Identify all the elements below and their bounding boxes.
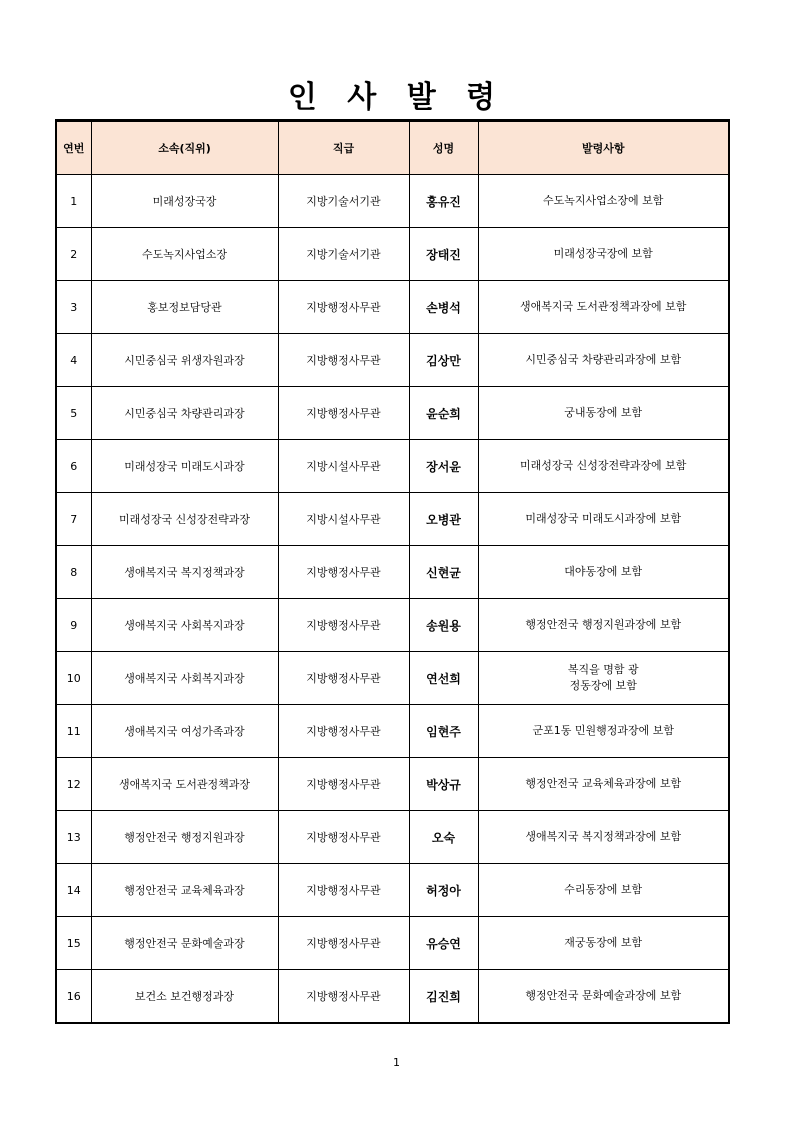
document-title: 인 사 발 령 [287, 80, 506, 115]
table-row [56, 387, 729, 440]
row-no: 12 [56, 758, 91, 811]
row-no: 7 [56, 493, 91, 546]
header-name: 성명 [409, 121, 478, 175]
header-dept: 소속(직위) [91, 121, 278, 175]
row-no: 2 [56, 228, 91, 281]
table-row [56, 758, 729, 811]
table-row [56, 599, 729, 652]
row-no: 1 [56, 175, 91, 228]
row-name: 박상규 [409, 758, 478, 811]
header-action: 발령사항 [478, 121, 729, 175]
row-action: 수도녹지사업소장에 보함 [478, 175, 729, 228]
row-dept: 행정안전국 행정지원과장 [91, 811, 278, 864]
row-name: 오병관 [409, 493, 478, 546]
row-no: 16 [56, 970, 91, 1024]
row-dept: 시민중심국 차량관리과장 [91, 387, 278, 440]
row-grade: 지방행정사무관 [278, 546, 409, 599]
row-name: 송원용 [409, 599, 478, 652]
row-action: 생애복지국 도서관정책과장에 보함 [478, 281, 729, 334]
row-no: 4 [56, 334, 91, 387]
row-action: 시민중심국 차량관리과장에 보함 [478, 334, 729, 387]
personnel-table [55, 119, 730, 1024]
row-action: 생애복지국 복지정책과장에 보함 [478, 811, 729, 864]
row-dept: 홍보정보담당관 [91, 281, 278, 334]
row-grade: 지방행정사무관 [278, 917, 409, 970]
row-no: 15 [56, 917, 91, 970]
row-no: 11 [56, 705, 91, 758]
row-dept: 생애복지국 도서관정책과장 [91, 758, 278, 811]
row-grade: 지방행정사무관 [278, 387, 409, 440]
row-grade: 지방행정사무관 [278, 811, 409, 864]
row-name: 오숙 [409, 811, 478, 864]
table-row [56, 652, 729, 705]
row-grade: 지방행정사무관 [278, 758, 409, 811]
row-grade: 지방행정사무관 [278, 334, 409, 387]
row-dept: 미래성장국 미래도시과장 [91, 440, 278, 493]
row-grade: 지방시설사무관 [278, 493, 409, 546]
row-name: 유승연 [409, 917, 478, 970]
table-row [56, 228, 729, 281]
row-grade: 지방행정사무관 [278, 864, 409, 917]
row-name: 김상만 [409, 334, 478, 387]
header-grade: 직급 [278, 121, 409, 175]
table-row [56, 546, 729, 599]
row-grade: 지방행정사무관 [278, 281, 409, 334]
row-action [478, 652, 729, 705]
row-action-line: 복직을 명함 광 [567, 663, 639, 676]
row-name: 홍유진 [409, 175, 478, 228]
row-grade: 지방기술서기관 [278, 228, 409, 281]
row-grade: 지방행정사무관 [278, 652, 409, 705]
row-dept: 생애복지국 사회복지과장 [91, 652, 278, 705]
table-row [56, 175, 729, 228]
table-row [56, 334, 729, 387]
row-dept: 생애복지국 복지정책과장 [91, 546, 278, 599]
row-action: 군포1동 민원행정과장에 보함 [478, 705, 729, 758]
row-dept: 시민중심국 위생자원과장 [91, 334, 278, 387]
row-dept: 미래성장국 신성장전략과장 [91, 493, 278, 546]
row-action: 행정안전국 교육체육과장에 보함 [478, 758, 729, 811]
row-action: 대야동장에 보함 [478, 546, 729, 599]
row-action: 행정안전국 문화예술과장에 보함 [478, 970, 729, 1024]
row-name: 손병석 [409, 281, 478, 334]
row-name: 연선희 [409, 652, 478, 705]
row-no: 5 [56, 387, 91, 440]
row-action: 수리동장에 보함 [478, 864, 729, 917]
row-name: 허정아 [409, 864, 478, 917]
row-action-line: 정동장에 보함 [569, 679, 637, 692]
row-dept: 생애복지국 사회복지과장 [91, 599, 278, 652]
page-number: 1 [393, 1056, 400, 1069]
header-no: 연번 [56, 121, 91, 175]
row-no: 9 [56, 599, 91, 652]
row-action: 재궁동장에 보함 [478, 917, 729, 970]
table-row [56, 705, 729, 758]
row-dept: 행정안전국 문화예술과장 [91, 917, 278, 970]
row-action: 미래성장국장에 보함 [478, 228, 729, 281]
row-name: 김진희 [409, 970, 478, 1024]
row-dept: 미래성장국장 [91, 175, 278, 228]
table-row [56, 970, 729, 1024]
row-name: 윤순희 [409, 387, 478, 440]
row-dept: 수도녹지사업소장 [91, 228, 278, 281]
row-name: 장서윤 [409, 440, 478, 493]
table-row [56, 281, 729, 334]
row-no: 10 [56, 652, 91, 705]
table-row [56, 917, 729, 970]
table-header-row [56, 121, 729, 175]
row-name: 신현균 [409, 546, 478, 599]
table-row [56, 864, 729, 917]
row-dept: 생애복지국 여성가족과장 [91, 705, 278, 758]
row-grade: 지방시설사무관 [278, 440, 409, 493]
row-name: 장태진 [409, 228, 478, 281]
row-no: 14 [56, 864, 91, 917]
row-no: 13 [56, 811, 91, 864]
row-name: 임현주 [409, 705, 478, 758]
row-grade: 지방행정사무관 [278, 705, 409, 758]
row-no: 6 [56, 440, 91, 493]
table-row [56, 811, 729, 864]
row-grade: 지방기술서기관 [278, 175, 409, 228]
table-row [56, 440, 729, 493]
row-grade: 지방행정사무관 [278, 599, 409, 652]
row-action: 행정안전국 행정지원과장에 보함 [478, 599, 729, 652]
row-action: 미래성장국 미래도시과장에 보함 [478, 493, 729, 546]
row-dept: 보건소 보건행정과장 [91, 970, 278, 1024]
row-grade: 지방행정사무관 [278, 970, 409, 1024]
row-action: 미래성장국 신성장전략과장에 보함 [478, 440, 729, 493]
row-action: 궁내동장에 보함 [478, 387, 729, 440]
table-row [56, 493, 729, 546]
row-no: 8 [56, 546, 91, 599]
row-no: 3 [56, 281, 91, 334]
row-dept: 행정안전국 교육체육과장 [91, 864, 278, 917]
